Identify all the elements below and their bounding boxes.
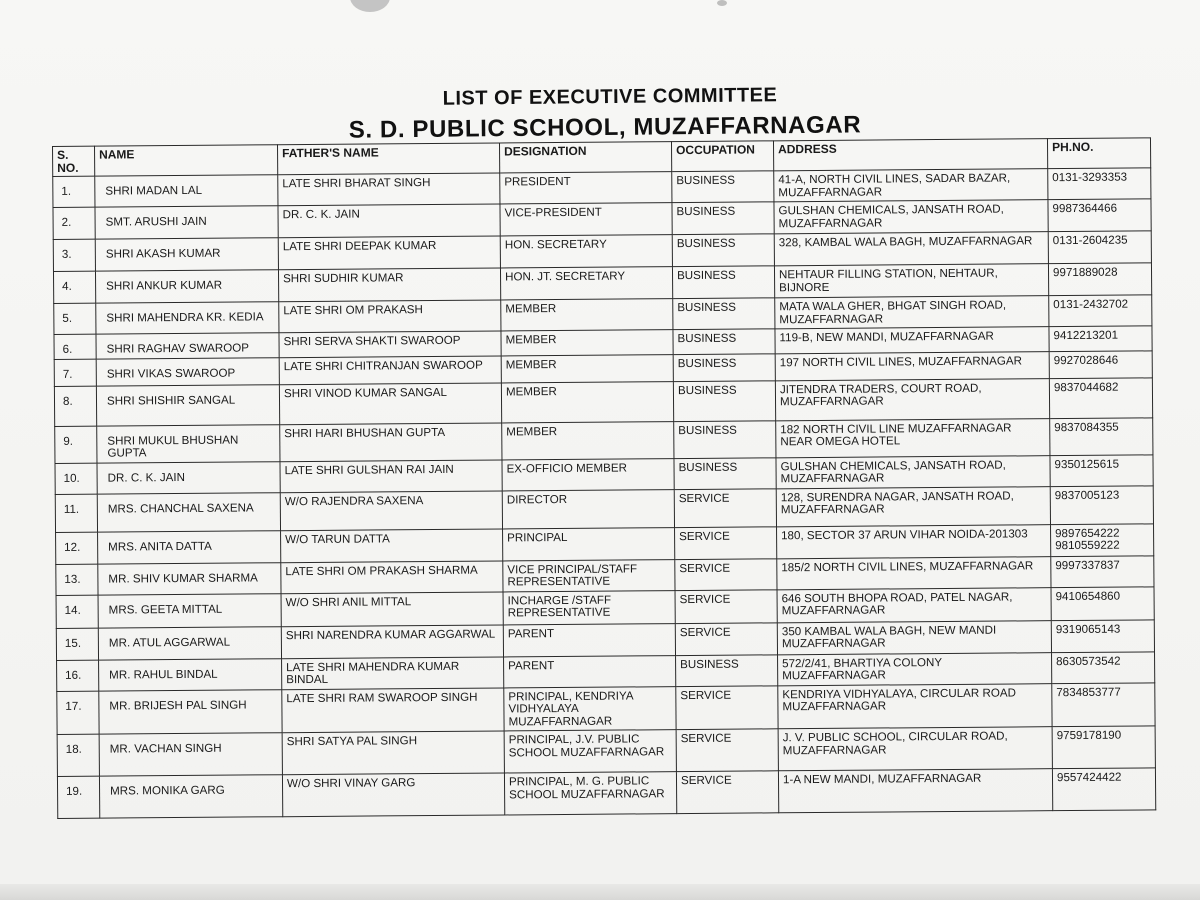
cell-address: 646 SOUTH BHOPA ROAD, PATEL NAGAR, MUZAFFARNAGAR [777, 587, 1051, 622]
cell-father: SHRI NARENDRA KUMAR AGGARWAL [281, 624, 503, 658]
phone-number: 9837044682 [1053, 380, 1119, 394]
cell-sno: 9. [55, 426, 97, 463]
cell-address: 328, KAMBAL WALA BAGH, MUZAFFARNAGAR [774, 232, 1048, 266]
cell-occupation: BUSINESS [672, 202, 774, 235]
header-sno: S. NO. [53, 146, 95, 176]
cell-designation: MEMBER [501, 381, 673, 422]
cell-address: JITENDRA TRADERS, COURT ROAD, MUZAFFARNAGAR [775, 378, 1049, 420]
cell-name: SHRI AKASH KUMAR [95, 238, 278, 271]
phone-number: 9759178190 [1056, 728, 1122, 743]
cell-address: 41-A, NORTH CIVIL LINES, SADAR BAZAR, MUZAFFARNAGAR [774, 169, 1048, 202]
cell-address: 119-B, NEW MANDI, MUZAFFARNAGAR [775, 327, 1049, 354]
cell-occupation: BUSINESS [672, 266, 774, 299]
cell-father: LATE SHRI OM PRAKASH SHARMA [281, 560, 503, 593]
phone-number: 0131-2432702 [1053, 297, 1129, 312]
cell-phone [1052, 651, 1155, 683]
cell-sno: 12. [56, 532, 98, 564]
page-bottom-edge [0, 884, 1200, 900]
phone-number: 7834853777 [1056, 685, 1121, 699]
cell-occupation: BUSINESS [672, 234, 774, 267]
cell-phone [1052, 768, 1155, 811]
committee-table [52, 137, 1156, 819]
cell-designation: PRESIDENT [500, 172, 672, 204]
cell-father: W/O SHRI VINAY GARG [282, 773, 504, 817]
phone-number: 9412213201 [1053, 328, 1119, 343]
phone-number: 9997337837 [1055, 558, 1120, 572]
cell-occupation: BUSINESS [674, 420, 776, 458]
cell-sno: 1. [53, 176, 95, 207]
cell-address: 350 KAMBAL WALA BAGH, NEW MANDI MUZAFFARNAGAR [777, 620, 1051, 654]
cell-father: LATE SHRI CHITRANJAN SWAROOP [279, 355, 501, 384]
cell-address: MATA WALA GHER, BHGAT SINGH ROAD, MUZAFFARNAGAR [775, 296, 1049, 329]
cell-sno: 5. [54, 303, 96, 334]
cell-name: SHRI SHISHIR SANGAL [96, 384, 279, 425]
cell-sno: 3. [53, 239, 95, 271]
cell-address: 180, SECTOR 37 ARUN VIHAR NOIDA-201303 [777, 524, 1051, 558]
cell-designation: MEMBER [502, 421, 674, 459]
phone-number: 9987364466 [1052, 201, 1118, 216]
cell-designation: EX-OFFICIO MEMBER [502, 458, 674, 490]
phone-number: 9410654860 [1055, 589, 1121, 603]
cell-phone [1052, 726, 1155, 769]
cell-designation: PRINCIPAL, J.V. PUBLIC SCHOOL MUZAFFARNAGAR [504, 730, 676, 773]
cell-occupation: BUSINESS [673, 353, 775, 381]
cell-sno: 2. [53, 207, 95, 239]
cell-phone [1050, 417, 1153, 455]
cell-name: MR. SHIV KUMAR SHARMA [98, 562, 281, 594]
phone-number-secondary: 9810559222 [1055, 538, 1120, 553]
cell-sno: 16. [57, 660, 99, 691]
cell-phone [1051, 523, 1154, 556]
cell-sno: 13. [56, 564, 98, 595]
cell-occupation: BUSINESS [673, 298, 775, 330]
cell-address: GULSHAN CHEMICALS, JANSATH ROAD, MUZAFFARNAGAR [776, 455, 1050, 488]
cell-name: SHRI MAHENDRA KR. KEDIA [96, 302, 279, 334]
cell-designation: PRINCIPAL, KENDRIYA VIDHYALAYA MUZAFFARNAGAR [504, 686, 676, 731]
phone-number: 9837005123 [1054, 488, 1120, 502]
cell-sno: 8. [54, 386, 96, 426]
cell-occupation: SERVICE [676, 685, 778, 729]
cell-address: 1-A NEW MANDI, MUZAFFARNAGAR [778, 769, 1052, 813]
cell-name: MRS. ANITA DATTA [98, 530, 281, 563]
cell-phone [1050, 485, 1153, 524]
cell-phone [1048, 199, 1151, 232]
cell-father: LATE SHRI BHARAT SINGH [278, 173, 500, 206]
cell-occupation: BUSINESS [674, 457, 776, 489]
cell-phone [1048, 263, 1151, 296]
cell-sno: 10. [55, 463, 97, 494]
cell-address: 128, SURENDRA NAGAR, JANSATH ROAD, MUZAFFARNAGAR [776, 486, 1050, 526]
phone-number: 8630573542 [1056, 654, 1121, 668]
cell-name: DR. C. K. JAIN [97, 461, 280, 493]
cell-father: LATE SHRI GULSHAN RAI JAIN [280, 459, 502, 492]
cell-occupation: SERVICE [676, 771, 778, 814]
cell-designation: INCHARGE /STAFF REPRESENTATIVE [503, 590, 675, 624]
paper-smudge [350, 0, 390, 12]
cell-address: NEHTAUR FILLING STATION, NEHTAUR, BIJNORE [774, 264, 1048, 298]
phone-number: 9557424422 [1056, 770, 1122, 785]
header-designation: DESIGNATION [499, 142, 671, 173]
cell-address: J. V. PUBLIC SCHOOL, CIRCULAR ROAD, MUZAFFARNAGAR [778, 727, 1052, 771]
cell-address: 572/2/41, BHARTIYA COLONY MUZAFFARNAGAR [778, 652, 1052, 685]
cell-sno: 15. [56, 628, 98, 660]
cell-designation: PRINCIPAL [503, 527, 675, 560]
cell-designation: PRINCIPAL, M. G. PUBLIC SCHOOL MUZAFFARNAGAR [504, 772, 676, 815]
cell-name: SMT. ARUSHI JAIN [95, 206, 278, 239]
phone-number: 9897654222 [1055, 526, 1120, 540]
cell-name: MR. RAHUL BINDAL [99, 658, 282, 690]
phone-number: 0131-3293353 [1052, 170, 1128, 185]
cell-name: SHRI MADAN LAL [95, 175, 278, 207]
header-father: FATHER'S NAME [277, 143, 499, 175]
cell-phone [1048, 168, 1151, 200]
cell-name: SHRI VIKAS SWAROOP [96, 357, 279, 385]
cell-sno: 18. [57, 734, 99, 776]
cell-sno: 19. [57, 776, 99, 818]
cell-father: LATE SHRI DEEPAK KUMAR [278, 236, 500, 270]
cell-address: GULSHAN CHEMICALS, JANSATH ROAD, MUZAFFARNAGAR [774, 200, 1048, 234]
phone-number: 9350125615 [1054, 457, 1120, 471]
cell-occupation: BUSINESS [673, 380, 775, 421]
header-address: ADDRESS [773, 139, 1047, 171]
cell-sno: 4. [53, 271, 95, 303]
cell-designation: MEMBER [501, 299, 673, 331]
cell-name: SHRI ANKUR KUMAR [95, 270, 278, 303]
cell-designation: MEMBER [501, 354, 673, 382]
cell-name: MR. BRIJESH PAL SINGH [99, 689, 282, 734]
cell-phone [1049, 326, 1152, 351]
cell-name: SHRI MUKUL BHUSHAN GUPTA [97, 424, 280, 462]
cell-occupation: SERVICE [675, 589, 777, 623]
cell-designation: DIRECTOR [502, 489, 674, 528]
cell-name: MRS. CHANCHAL SAXENA [97, 492, 280, 531]
cell-designation: HON. JT. SECRETARY [500, 267, 672, 300]
header-name: NAME [95, 145, 278, 176]
cell-father: SHRI HARI BHUSHAN GUPTA [280, 422, 502, 461]
cell-father: LATE SHRI RAM SWAROOP SINGH [282, 687, 504, 732]
table-row [57, 768, 1155, 819]
header-phone: PH.NO. [1047, 138, 1150, 169]
cell-occupation: BUSINESS [672, 171, 774, 203]
cell-phone [1051, 586, 1154, 620]
cell-phone [1048, 231, 1151, 264]
cell-designation: PARENT [504, 655, 676, 687]
cell-phone [1051, 619, 1154, 652]
phone-number: 9837084355 [1054, 420, 1119, 434]
cell-father: W/O SHRI ANIL MITTAL [281, 591, 503, 626]
cell-occupation: SERVICE [675, 526, 777, 559]
cell-sno: 11. [55, 494, 97, 532]
phone-number: 0131-2604235 [1052, 233, 1128, 248]
phone-number: 9927028646 [1053, 353, 1119, 367]
paper-speck [717, 0, 727, 6]
cell-sno: 17. [57, 691, 99, 735]
cell-sno: 6. [54, 334, 96, 359]
header-occupation: OCCUPATION [671, 141, 773, 172]
cell-sno: 7. [54, 359, 96, 386]
cell-phone [1051, 555, 1154, 587]
cell-name: MRS. MONIKA GARG [99, 775, 282, 818]
document-title: LIST OF EXECUTIVE COMMITTEE [442, 84, 778, 110]
cell-address: 185/2 NORTH CIVIL LINES, MUZAFFARNAGAR [777, 556, 1051, 589]
cell-phone [1049, 295, 1152, 327]
cell-occupation: SERVICE [676, 729, 778, 772]
cell-address: 182 NORTH CIVIL LINE MUZAFFARNAGAR NEAR OMEGA HOTEL [776, 418, 1050, 457]
cell-address: 197 NORTH CIVIL LINES, MUZAFFARNAGAR [775, 351, 1049, 380]
cell-occupation: SERVICE [674, 488, 776, 527]
phone-number: 9319065143 [1055, 622, 1121, 636]
cell-occupation: BUSINESS [676, 654, 778, 686]
phone-number: 9971889028 [1052, 265, 1118, 280]
cell-father: LATE SHRI OM PRAKASH [279, 300, 501, 333]
cell-designation: MEMBER [501, 330, 673, 356]
cell-designation: VICE-PRESIDENT [500, 203, 672, 236]
cell-sno: 14. [56, 595, 98, 628]
cell-father: LATE SHRI MAHENDRA KUMAR BINDAL [282, 656, 504, 689]
cell-address: KENDRIYA VIDHYALAYA, CIRCULAR ROAD MUZAFFARNAGAR [778, 683, 1052, 729]
cell-name: MR. ATUL AGGARWAL [98, 626, 281, 659]
cell-occupation: SERVICE [675, 558, 777, 590]
cell-occupation: SERVICE [675, 622, 777, 655]
cell-father: W/O RAJENDRA SAXENA [280, 490, 502, 530]
cell-name: SHRI RAGHAV SWAROOP [96, 333, 279, 359]
cell-name: MR. VACHAN SINGH [99, 733, 282, 776]
cell-father: SHRI SERVA SHAKTI SWAROOP [279, 331, 501, 357]
cell-father: SHRI VINOD KUMAR SANGAL [279, 382, 501, 424]
cell-phone [1049, 377, 1152, 418]
cell-designation: VICE PRINCIPAL/STAFF REPRESENTATIVE [503, 559, 675, 591]
cell-occupation: BUSINESS [673, 329, 775, 354]
cell-designation: PARENT [503, 623, 675, 656]
cell-name: MRS. GEETA MITTAL [98, 593, 281, 627]
cell-father: SHRI SUDHIR KUMAR [278, 268, 500, 302]
committee-table-wrapper [52, 137, 1155, 819]
cell-father: SHRI SATYA PAL SINGH [282, 731, 504, 775]
cell-phone [1050, 454, 1153, 486]
cell-phone [1049, 350, 1152, 378]
cell-father: W/O TARUN DATTA [281, 528, 503, 562]
school-name: S. D. PUBLIC SCHOOL, MUZAFFARNAGAR [348, 111, 862, 144]
cell-phone [1052, 682, 1155, 726]
cell-designation: HON. SECRETARY [500, 235, 672, 268]
cell-father: DR. C. K. JAIN [278, 204, 500, 238]
